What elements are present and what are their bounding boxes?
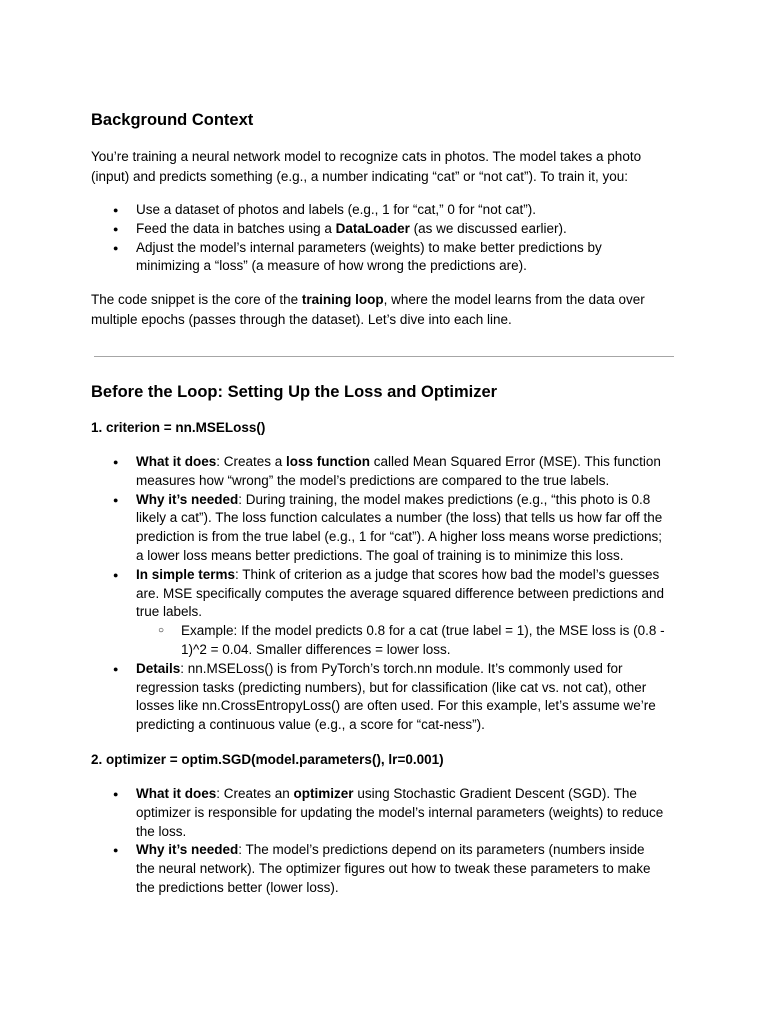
bullet-text: ○ Example: If the model predicts 0.8 for a cat (true label = 1), the MSE loss is (0.8 -: [181, 623, 665, 639]
bullet-text-part: : Creates a: [216, 454, 287, 469]
subheading-criterion: 1. criterion = nn.MSELoss(): [91, 420, 266, 435]
list-item: [91, 660, 691, 735]
bullet-text-part: : Creates an: [216, 786, 294, 801]
closing-line: [91, 290, 681, 310]
list-item: [91, 566, 691, 660]
horizontal-divider: [94, 356, 674, 357]
list-item: [91, 201, 691, 220]
bullet-text-part: called Mean Squared Error (MSE). This function: [370, 454, 661, 469]
bullet-text: the loss.: [136, 823, 187, 839]
bullet-text: the predictions better (lower loss).: [136, 879, 339, 895]
bullet-text: predicting a continuous value (e.g., a score for “cat-ness”).: [136, 717, 485, 733]
intro-paragraph: [91, 147, 681, 187]
bullet-text-part: Feed the data in batches using a: [136, 220, 336, 236]
bullet-text: 1)^2 = 0.04. Smaller differences = lower loss.: [181, 641, 451, 657]
background-bullet-list: [91, 201, 691, 276]
bullet-text: prediction is from the true label (e.g., 1 for “cat”). A higher loss means worse predictions;: [136, 529, 662, 545]
closing-paragraph: [91, 290, 681, 330]
bullet-text-part: : The model’s predictions depend on its parameters (numbers inside: [238, 842, 645, 858]
bullet-text-part: : During training, the model makes predictions (e.g., “this photo is 0.8: [238, 491, 651, 507]
bullet-text: losses like nn.CrossEntropyLoss() are often used. For this example, let’s assume we’re: [136, 698, 656, 714]
closing-text-part: The code snippet is the core of the: [91, 292, 302, 307]
bullet-text: [136, 220, 691, 239]
bold-term-training-loop: training loop: [301, 292, 384, 307]
bold-label: What it does: [136, 786, 217, 801]
bullet-text: the neural network). The optimizer figures out how to tweak these parameters to make: [136, 861, 651, 877]
bullet-text: a lower loss means better predictions. The goal of training is to minimize this loss.: [136, 547, 624, 563]
bullet-text: optimizer is responsible for updating the model’s internal parameters (weights) to reduce: [136, 804, 664, 820]
bullet-text: measures how “wrong” the model’s predictions are compared to the true labels.: [136, 472, 610, 488]
closing-text-part: , where the model learns from the data over: [383, 292, 645, 307]
list-item: [91, 841, 691, 897]
list-item: [91, 453, 691, 491]
closing-line: multiple epochs (passes through the dataset). Let’s dive into each line.: [91, 312, 512, 327]
section-heading-before-the-loop: Before the Loop: Setting Up the Loss and Optimizer: [91, 383, 498, 401]
bold-label: Details: [136, 660, 181, 676]
list-item: [91, 785, 691, 841]
bullet-text-part: (as we discussed earlier).: [409, 220, 567, 236]
bullet-text-part: using Stochastic Gradient Descent (SGD). The: [353, 786, 637, 801]
intro-line: You’re training a neural network model to recognize cats in photos. The model takes a photo: [91, 149, 642, 164]
bullet-text: [136, 660, 691, 679]
subheading-optimizer: 2. optimizer = optim.SGD(model.parameters(), lr=0.001): [91, 752, 444, 767]
bullet-text-part: : Think of criterion as a judge that scores how bad the model’s guesses: [235, 566, 660, 582]
bullet-text: [136, 453, 691, 472]
optimizer-bullet-list: [91, 785, 691, 898]
sub-list-item: [136, 622, 691, 660]
bold-term-dataloader: DataLoader: [335, 220, 410, 236]
bullet-text: regression tasks (predicting numbers), but for classification (like cat vs. not cat), other: [136, 679, 647, 695]
criterion-bullet-list: [91, 453, 691, 735]
bullet-text: true labels.: [136, 604, 203, 620]
bullet-text: likely a cat”). The loss function calculates a number (the loss) that tells us how far off the: [136, 510, 663, 526]
bullet-text: [136, 841, 691, 860]
bold-term-loss-function: loss function: [286, 454, 371, 469]
bullet-text-part: : nn.MSELoss() is from PyTorch’s torch.nn module. It’s commonly used for: [180, 660, 623, 676]
list-item: [91, 239, 691, 277]
bold-label: Why it’s needed: [136, 491, 239, 507]
bold-term-optimizer: optimizer: [293, 786, 354, 801]
bullet-text: are. MSE specifically computes the average squared difference between predictions and: [136, 585, 665, 601]
bold-label: What it does: [136, 454, 217, 469]
bullet-text: [136, 566, 691, 585]
bullet-text: minimizing a “loss” (a measure of how wrong the predictions are).: [136, 258, 527, 274]
bold-label: In simple terms: [136, 566, 236, 582]
bold-label: Why it’s needed: [136, 842, 239, 858]
list-item: [91, 220, 691, 239]
section-heading-background-context: Background Context: [91, 111, 254, 129]
intro-line: (input) and predicts something (e.g., a number indicating “cat” or “not cat”). To train it, you:: [91, 169, 629, 184]
list-item: [91, 491, 691, 566]
bullet-text: [136, 491, 691, 510]
bullet-text: ● Use a dataset of photos and labels (e.g., 1 for “cat,” 0 for “not cat”).: [136, 202, 536, 217]
bullet-text: ● Adjust the model’s internal parameters (weights) to make better predictions by: [136, 239, 602, 255]
bullet-text: [136, 785, 691, 804]
sub-bullet-list: [136, 622, 691, 660]
